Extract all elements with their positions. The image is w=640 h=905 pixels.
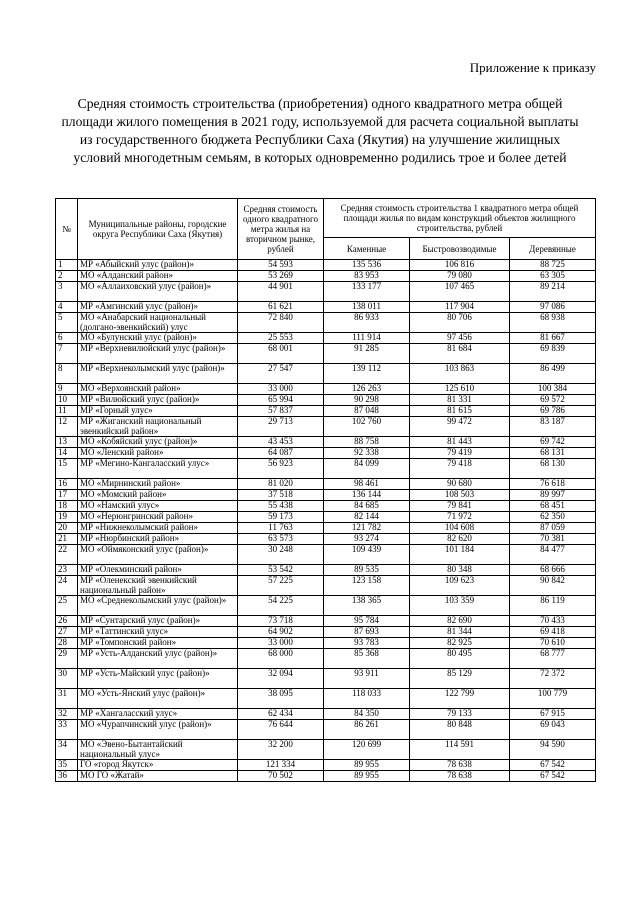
fast-cost-value: 79 080 [410, 271, 510, 282]
wood-cost-value: 89 997 [510, 490, 596, 501]
wood-cost-value: 67 915 [510, 709, 596, 720]
table-row [56, 545, 596, 565]
wood-cost-value: 68 131 [510, 448, 596, 459]
fast-cost-value: 108 503 [410, 490, 510, 501]
stone-cost-value: 91 285 [324, 344, 410, 364]
appendix-label: Приложение к приказу [469, 60, 596, 75]
district-name: МР «Нижнеколымский район» [78, 523, 238, 534]
wood-cost-value: 76 618 [510, 479, 596, 490]
row-number: 7 [56, 344, 78, 364]
avg-cost-value: 38 095 [238, 689, 324, 709]
row-number: 19 [56, 512, 78, 523]
fast-cost-value: 103 359 [410, 596, 510, 616]
row-number: 16 [56, 479, 78, 490]
row-number: 31 [56, 689, 78, 709]
district-name: МО «Кобяйский улус (район)» [78, 437, 238, 448]
table-row [56, 437, 596, 448]
row-number: 33 [56, 720, 78, 740]
wood-cost-value: 68 777 [510, 649, 596, 669]
stone-cost-value: 118 033 [324, 689, 410, 709]
avg-cost-value: 56 923 [238, 459, 324, 479]
wood-cost-value: 69 742 [510, 437, 596, 448]
wood-cost-value: 69 786 [510, 406, 596, 417]
avg-cost-value: 61 621 [238, 302, 324, 313]
district-name: МО «Верхоянский район» [78, 384, 238, 395]
stone-cost-value: 87 693 [324, 627, 410, 638]
fast-cost-value: 79 418 [410, 459, 510, 479]
avg-cost-value: 53 269 [238, 271, 324, 282]
wood-cost-value: 94 590 [510, 740, 596, 760]
stone-cost-value: 111 914 [324, 333, 410, 344]
stone-cost-value: 138 011 [324, 302, 410, 313]
stone-cost-value: 109 439 [324, 545, 410, 565]
wood-cost-value: 84 477 [510, 545, 596, 565]
district-name: МР «Нюрбинский район» [78, 534, 238, 545]
avg-cost-value: 70 502 [238, 771, 324, 782]
header-stone: Каменные [324, 238, 410, 260]
fast-cost-value: 122 799 [410, 689, 510, 709]
table-row [56, 627, 596, 638]
wood-cost-value: 69 043 [510, 720, 596, 740]
row-number: 21 [56, 534, 78, 545]
table-row [56, 771, 596, 782]
wood-cost-value: 67 542 [510, 760, 596, 771]
stone-cost-value: 95 784 [324, 616, 410, 627]
stone-cost-value: 92 338 [324, 448, 410, 459]
avg-cost-value: 44 901 [238, 282, 324, 302]
district-name: МР «Жиганский национальный эвенкийский район» [78, 417, 238, 437]
fast-cost-value: 78 638 [410, 760, 510, 771]
fast-cost-value: 82 925 [410, 638, 510, 649]
fast-cost-value: 125 610 [410, 384, 510, 395]
avg-cost-value: 65 994 [238, 395, 324, 406]
avg-cost-value: 81 020 [238, 479, 324, 490]
fast-cost-value: 90 680 [410, 479, 510, 490]
district-name: МР «Хангаласский улус» [78, 709, 238, 720]
avg-cost-value: 76 644 [238, 720, 324, 740]
row-number: 36 [56, 771, 78, 782]
stone-cost-value: 123 158 [324, 576, 410, 596]
fast-cost-value: 79 419 [410, 448, 510, 459]
wood-cost-value: 70 433 [510, 616, 596, 627]
row-number: 22 [56, 545, 78, 565]
fast-cost-value: 114 591 [410, 740, 510, 760]
stone-cost-value: 93 783 [324, 638, 410, 649]
district-name: МР «Вилюйский улус (район)» [78, 395, 238, 406]
table-row [56, 260, 596, 271]
district-name: МО «Среднеколымский улус (район)» [78, 596, 238, 616]
wood-cost-value: 68 938 [510, 313, 596, 333]
stone-cost-value: 136 144 [324, 490, 410, 501]
table-row [56, 490, 596, 501]
avg-cost-value: 29 713 [238, 417, 324, 437]
row-number: 24 [56, 576, 78, 596]
wood-cost-value: 68 666 [510, 565, 596, 576]
row-number: 30 [56, 669, 78, 689]
wood-cost-value: 90 842 [510, 576, 596, 596]
table-row [56, 364, 596, 384]
header-district: Муниципальные районы, городские округа Республики Саха (Якутия) [78, 199, 238, 260]
table-row [56, 448, 596, 459]
district-name: МО «Оймяконский улус (район)» [78, 545, 238, 565]
district-name: МР «Оленекский эвенкийский национальный район» [78, 576, 238, 596]
avg-cost-value: 33 000 [238, 638, 324, 649]
district-name: МР «Олекминский район» [78, 565, 238, 576]
stone-cost-value: 102 760 [324, 417, 410, 437]
row-number: 35 [56, 760, 78, 771]
header-num: № [56, 199, 78, 260]
row-number: 3 [56, 282, 78, 302]
table-row [56, 760, 596, 771]
fast-cost-value: 109 623 [410, 576, 510, 596]
wood-cost-value: 69 418 [510, 627, 596, 638]
wood-cost-value: 89 214 [510, 282, 596, 302]
table-row [56, 740, 596, 760]
table-row [56, 616, 596, 627]
district-name: МР «Амгинский улус (район)» [78, 302, 238, 313]
table-row [56, 669, 596, 689]
table-row [56, 302, 596, 313]
stone-cost-value: 120 699 [324, 740, 410, 760]
row-number: 8 [56, 364, 78, 384]
avg-cost-value: 121 334 [238, 760, 324, 771]
avg-cost-value: 57 837 [238, 406, 324, 417]
row-number: 26 [56, 616, 78, 627]
document-title: Средняя стоимость строительства (приобретения) одного квадратного метра общей площади жилого помещения в 2021 году, используемой для расчета социальной выплаты из государственного бюджета Республики Саха (Якутия) на улучшение жилищных условий многодетным семьям, в которых одновременно родились трое и более детей [61, 96, 579, 165]
fast-cost-value: 106 816 [410, 260, 510, 271]
district-name: МО «Анабарский национальный (долгано-эвенкийский) улус [78, 313, 238, 333]
table-row [56, 459, 596, 479]
district-name: ГО «город Якутск» [78, 760, 238, 771]
stone-cost-value: 85 368 [324, 649, 410, 669]
fast-cost-value: 107 465 [410, 282, 510, 302]
fast-cost-value: 103 863 [410, 364, 510, 384]
stone-cost-value: 84 685 [324, 501, 410, 512]
row-number: 1 [56, 260, 78, 271]
avg-cost-value: 63 573 [238, 534, 324, 545]
district-name: МО «Алданский район» [78, 271, 238, 282]
header-construction-group: Средняя стоимость строительства 1 квадратного метра общей площади жилья по видам конструкций объектов жилищного строительства, рублей [324, 199, 596, 238]
table-body [56, 260, 596, 782]
district-name: МР «Сунтарский улус (район)» [78, 616, 238, 627]
stone-cost-value: 139 112 [324, 364, 410, 384]
table-row [56, 333, 596, 344]
row-number: 15 [56, 459, 78, 479]
avg-cost-value: 68 000 [238, 649, 324, 669]
fast-cost-value: 117 904 [410, 302, 510, 313]
row-number: 17 [56, 490, 78, 501]
row-number: 10 [56, 395, 78, 406]
wood-cost-value: 86 119 [510, 596, 596, 616]
row-number: 14 [56, 448, 78, 459]
avg-cost-value: 54 225 [238, 596, 324, 616]
avg-cost-value: 32 094 [238, 669, 324, 689]
avg-cost-value: 43 453 [238, 437, 324, 448]
stone-cost-value: 86 933 [324, 313, 410, 333]
stone-cost-value: 88 758 [324, 437, 410, 448]
table-row [56, 395, 596, 406]
stone-cost-value: 121 782 [324, 523, 410, 534]
table-row [56, 596, 596, 616]
cost-table [55, 198, 596, 782]
district-name: МО «Чурапчинский улус (район)» [78, 720, 238, 740]
stone-cost-value: 133 177 [324, 282, 410, 302]
header-avg-cost: Средняя стоимость одного квадратного метра жилья на вторичном рынке, рублей [238, 199, 324, 260]
row-number: 23 [56, 565, 78, 576]
row-number: 25 [56, 596, 78, 616]
table-row [56, 534, 596, 545]
wood-cost-value: 70 610 [510, 638, 596, 649]
wood-cost-value: 100 779 [510, 689, 596, 709]
fast-cost-value: 81 344 [410, 627, 510, 638]
district-name: МО «Булунский улус (район)» [78, 333, 238, 344]
row-number: 11 [56, 406, 78, 417]
table-row [56, 501, 596, 512]
row-number: 9 [56, 384, 78, 395]
table-row [56, 689, 596, 709]
stone-cost-value: 90 298 [324, 395, 410, 406]
table-row [56, 523, 596, 534]
stone-cost-value: 89 955 [324, 771, 410, 782]
district-name: МО «Ленский район» [78, 448, 238, 459]
wood-cost-value: 67 542 [510, 771, 596, 782]
table-row [56, 512, 596, 523]
avg-cost-value: 73 718 [238, 616, 324, 627]
avg-cost-value: 37 518 [238, 490, 324, 501]
row-number: 34 [56, 740, 78, 760]
row-number: 20 [56, 523, 78, 534]
wood-cost-value: 86 499 [510, 364, 596, 384]
district-name: МР «Таттинский улус» [78, 627, 238, 638]
wood-cost-value: 69 572 [510, 395, 596, 406]
stone-cost-value: 83 953 [324, 271, 410, 282]
stone-cost-value: 87 048 [324, 406, 410, 417]
stone-cost-value: 89 535 [324, 565, 410, 576]
wood-cost-value: 62 350 [510, 512, 596, 523]
row-number: 4 [56, 302, 78, 313]
stone-cost-value: 98 461 [324, 479, 410, 490]
row-number: 27 [56, 627, 78, 638]
fast-cost-value: 81 443 [410, 437, 510, 448]
fast-cost-value: 78 638 [410, 771, 510, 782]
district-name: МО ГО «Жатай» [78, 771, 238, 782]
row-number: 6 [56, 333, 78, 344]
row-number: 13 [56, 437, 78, 448]
stone-cost-value: 84 350 [324, 709, 410, 720]
avg-cost-value: 27 547 [238, 364, 324, 384]
fast-cost-value: 101 184 [410, 545, 510, 565]
wood-cost-value: 83 187 [510, 417, 596, 437]
avg-cost-value: 72 840 [238, 313, 324, 333]
avg-cost-value: 25 553 [238, 333, 324, 344]
header-wood: Деревянные [510, 238, 596, 260]
district-name: МО «Намский улус» [78, 501, 238, 512]
row-number: 2 [56, 271, 78, 282]
avg-cost-value: 62 434 [238, 709, 324, 720]
fast-cost-value: 82 620 [410, 534, 510, 545]
district-name: МР «Усть-Алданский улус (район)» [78, 649, 238, 669]
wood-cost-value: 88 725 [510, 260, 596, 271]
table-row [56, 638, 596, 649]
fast-cost-value: 82 690 [410, 616, 510, 627]
fast-cost-value: 79 133 [410, 709, 510, 720]
district-name: МР «Томпонский район» [78, 638, 238, 649]
wood-cost-value: 72 372 [510, 669, 596, 689]
fast-cost-value: 99 472 [410, 417, 510, 437]
table-row [56, 709, 596, 720]
table-row [56, 565, 596, 576]
fast-cost-value: 80 706 [410, 313, 510, 333]
avg-cost-value: 59 173 [238, 512, 324, 523]
district-name: МО «Нерюнгринский район» [78, 512, 238, 523]
avg-cost-value: 57 225 [238, 576, 324, 596]
district-name: МР «Верхневилюйский улус (район)» [78, 344, 238, 364]
fast-cost-value: 97 456 [410, 333, 510, 344]
district-name: МР «Верхнеколымский улус (район)» [78, 364, 238, 384]
district-name: МР «Усть-Майский улус (район)» [78, 669, 238, 689]
district-name: МР «Абыйский улус (район)» [78, 260, 238, 271]
table-row [56, 479, 596, 490]
stone-cost-value: 135 536 [324, 260, 410, 271]
table-row [56, 384, 596, 395]
fast-cost-value: 81 684 [410, 344, 510, 364]
stone-cost-value: 89 955 [324, 760, 410, 771]
district-name: МО «Момский район» [78, 490, 238, 501]
row-number: 12 [56, 417, 78, 437]
fast-cost-value: 85 129 [410, 669, 510, 689]
district-name: МО «Эвено-Бытантайский национальный улус» [78, 740, 238, 760]
row-number: 18 [56, 501, 78, 512]
avg-cost-value: 30 248 [238, 545, 324, 565]
stone-cost-value: 126 263 [324, 384, 410, 395]
avg-cost-value: 53 542 [238, 565, 324, 576]
table-row [56, 313, 596, 333]
avg-cost-value: 64 902 [238, 627, 324, 638]
avg-cost-value: 55 438 [238, 501, 324, 512]
table-row [56, 720, 596, 740]
table-row [56, 271, 596, 282]
avg-cost-value: 68 001 [238, 344, 324, 364]
avg-cost-value: 33 000 [238, 384, 324, 395]
district-name: МО «Усть-Янский улус (район)» [78, 689, 238, 709]
wood-cost-value: 81 667 [510, 333, 596, 344]
avg-cost-value: 54 593 [238, 260, 324, 271]
wood-cost-value: 69 839 [510, 344, 596, 364]
fast-cost-value: 80 848 [410, 720, 510, 740]
stone-cost-value: 138 365 [324, 596, 410, 616]
row-number: 28 [56, 638, 78, 649]
table-row [56, 649, 596, 669]
row-number: 29 [56, 649, 78, 669]
fast-cost-value: 71 972 [410, 512, 510, 523]
header-fast: Быстровозводимые [410, 238, 510, 260]
table-header-row [56, 199, 596, 238]
wood-cost-value: 100 384 [510, 384, 596, 395]
fast-cost-value: 81 331 [410, 395, 510, 406]
avg-cost-value: 32 200 [238, 740, 324, 760]
district-name: МР «Мегино-Кангаласский улус» [78, 459, 238, 479]
fast-cost-value: 80 348 [410, 565, 510, 576]
avg-cost-value: 11 763 [238, 523, 324, 534]
district-name: МО «Аллаиховский улус (район)» [78, 282, 238, 302]
fast-cost-value: 79 841 [410, 501, 510, 512]
avg-cost-value: 64 087 [238, 448, 324, 459]
wood-cost-value: 63 305 [510, 271, 596, 282]
table-row [56, 406, 596, 417]
row-number: 5 [56, 313, 78, 333]
wood-cost-value: 68 130 [510, 459, 596, 479]
stone-cost-value: 93 274 [324, 534, 410, 545]
table-row [56, 417, 596, 437]
stone-cost-value: 82 144 [324, 512, 410, 523]
fast-cost-value: 81 615 [410, 406, 510, 417]
wood-cost-value: 97 086 [510, 302, 596, 313]
district-name: МО «Мирнинский район» [78, 479, 238, 490]
table-row [56, 576, 596, 596]
stone-cost-value: 86 261 [324, 720, 410, 740]
table-row [56, 344, 596, 364]
table-row [56, 282, 596, 302]
wood-cost-value: 68 451 [510, 501, 596, 512]
fast-cost-value: 104 608 [410, 523, 510, 534]
row-number: 32 [56, 709, 78, 720]
district-name: МР «Горный улус» [78, 406, 238, 417]
wood-cost-value: 87 059 [510, 523, 596, 534]
stone-cost-value: 84 099 [324, 459, 410, 479]
stone-cost-value: 93 911 [324, 669, 410, 689]
fast-cost-value: 80 495 [410, 649, 510, 669]
wood-cost-value: 70 381 [510, 534, 596, 545]
